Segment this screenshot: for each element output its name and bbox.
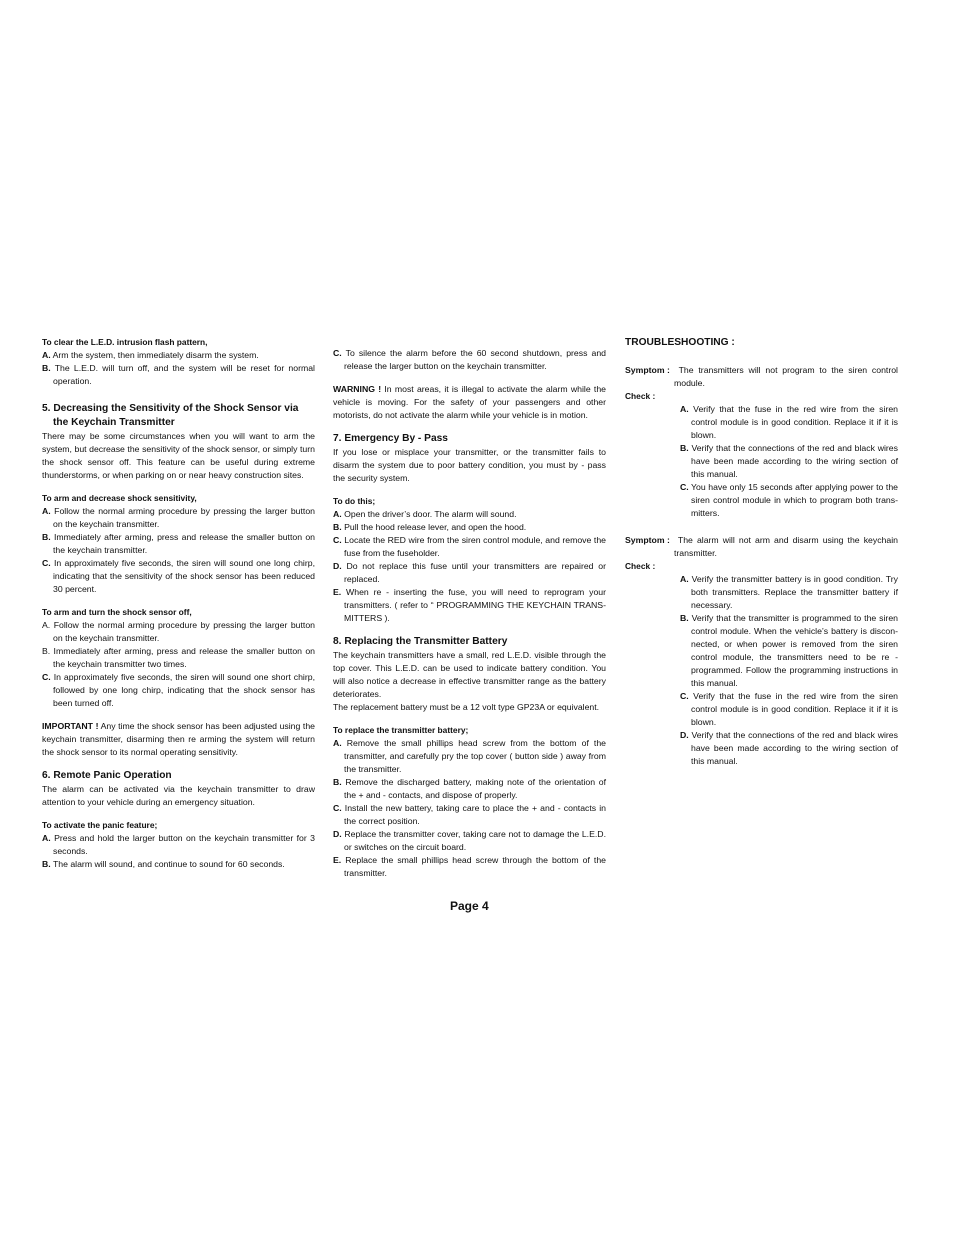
list-item: E. Replace the small phillips head screw through the bottom of the transmitter. <box>333 855 606 878</box>
list-item: D. Do not replace this fuse until your transmitters are repaired or replaced. <box>333 561 606 584</box>
check-item: A. Verify that the fuse in the red wire from the siren control module is in good condition. Replace it if it is blown. <box>680 404 898 440</box>
column-left <box>42 336 315 871</box>
check-item: C. Verify that the fuse in the red wire from the siren control module is in good condition. Replace it if it is blown. <box>680 691 898 727</box>
list-item: D. Replace the transmitter cover, taking care not to damage the L.E.D. or switches on the circuit board. <box>333 829 606 852</box>
check-label: Check : <box>625 561 656 571</box>
section-7-intro: If you lose or misplace your transmitter, or the transmitter fails to disarm the system due to poor battery condition, you must by - pass the security system. <box>333 447 606 483</box>
column-right <box>625 336 898 768</box>
sensor-off-title: To arm and turn the shock sensor off, <box>42 607 192 617</box>
section-6-heading: 6. Remote Panic Operation <box>42 770 172 781</box>
list-item: A. Open the driver’s door. The alarm will sound. <box>333 509 517 519</box>
section-8-intro: The keychain transmitters have a small, red L.E.D. visible through the top cover. This L.E.D. can be used to indicate battery condition. You will also notice a decrease in effective transmitter range as the battery deteriorates. <box>333 650 606 699</box>
section-8-heading: 8. Replacing the Transmitter Battery <box>333 636 508 647</box>
check-item: C. You have only 15 seconds after applying power to the siren control module in which to program both trans-mitters. <box>680 482 898 518</box>
list-item: C. In approximately five seconds, the siren will sound one long chirp, indicating that the sensitivity of the shock sensor has been reduced 30 percent. <box>42 558 315 594</box>
list-item: B. Remove the discharged battery, making note of the orientation of the + and - contacts, and dispose of properly. <box>333 777 606 800</box>
troubleshooting-heading: TROUBLESHOOTING : <box>625 337 735 348</box>
section-5-heading: 5. Decreasing the Sensitivity of the Shock Sensor via the Keychain Transmitter <box>42 403 299 428</box>
list-item: C. Install the new battery, taking care to place the + and - contacts in the correct position. <box>333 803 606 826</box>
list-item: B. Immediately after arming, press and release the smaller button on the keychain transmitter two times. <box>42 646 315 669</box>
page-number: Page 4 <box>450 899 489 913</box>
list-item: A. Arm the system, then immediately disarm the system. <box>42 350 259 360</box>
list-item: A. Press and hold the larger button on the keychain transmitter for 3 seconds. <box>42 833 315 856</box>
clear-led-title: To clear the L.E.D. intrusion flash pattern, <box>42 337 208 347</box>
symptom-1: Symptom : The transmitters will not program to the siren control module. <box>625 365 898 388</box>
check-item: B. Verify that the connections of the red and black wires have been made according to the wiring section of this manual. <box>680 443 898 479</box>
list-item: C. In approximately five seconds, the siren will sound one short chirp, followed by one long chirp, indicating that the shock sensor has been turned off. <box>42 672 315 708</box>
warning-note: WARNING ! In most areas, it is illegal to activate the alarm while the vehicle is moving. For the safety of your passengers and other motorists, do not activate the alarm while your vehicle is in motion. <box>333 384 607 420</box>
section-8-note: The replacement battery must be a 12 volt type GP23A or equivalent. <box>333 702 600 712</box>
list-item: C. Locate the RED wire from the siren control module, and remove the fuse from the fuseholder. <box>333 535 606 558</box>
panic-title: To activate the panic feature; <box>42 820 158 830</box>
list-item: C. To silence the alarm before the 60 second shutdown, press and release the larger button on the keychain transmitter. <box>333 348 606 371</box>
list-item: B. Immediately after arming, press and release the smaller button on the keychain transmitter. <box>42 532 315 555</box>
check-item: D. Verify that the connections of the red and black wires have been made according to the wiring section of this manual. <box>680 730 898 766</box>
symptom-2: Symptom : The alarm will not arm and disarm using the keychain transmitter. <box>625 535 898 558</box>
important-note: IMPORTANT ! Any time the shock sensor has been adjusted using the keychain transmitter, disarming then re arming the system will return the shock sensor to its normal operating sensitivity. <box>42 721 315 757</box>
section-5-intro: There may be some circumstances when you will want to arm the system, but decrease the sensitivity of the shock sensor, or simply turn the shock sensor off. This feature can be useful during extreme thunderstorms, or when parking on or near heavy construction sites. <box>42 431 315 480</box>
section-6-intro: The alarm can be activated via the keychain transmitter to draw attention to your vehicle during an emergency situation. <box>42 784 315 807</box>
list-item: A. Follow the normal arming procedure by pressing the larger button on the keychain transmitter. <box>42 620 315 643</box>
check-label: Check : <box>625 391 656 401</box>
list-item: B. Pull the hood release lever, and open the hood. <box>333 522 527 532</box>
list-item: B. The alarm will sound, and continue to sound for 60 seconds. <box>42 859 285 869</box>
section-7-heading: 7. Emergency By - Pass <box>333 433 448 444</box>
list-item: A. Follow the normal arming procedure by pressing the larger button on the keychain transmitter. <box>42 506 315 529</box>
todo-title: To do this; <box>333 496 376 506</box>
check-item: B. Verify that the transmitter is programmed to the siren control module. When the vehicle’s battery is discon-nected, or when power is removed from the siren control module, the transmitters need to be re - programmed. Follow the programming instructions in this manual. <box>680 613 898 688</box>
list-item: B. The L.E.D. will turn off, and the system will be reset for normal operation. <box>42 363 315 386</box>
replace-battery-title: To replace the transmitter battery; <box>333 725 469 735</box>
column-middle <box>333 347 606 880</box>
list-item: A. Remove the small phillips head screw from the bottom of the transmitter, and carefully pry the top cover ( button side ) away from the transmitter. <box>333 738 606 774</box>
check-item: A. Verify the transmitter battery is in good condition. Try both transmitters. Replace the transmitter battery if necessary. <box>680 574 898 610</box>
decrease-sensitivity-title: To arm and decrease shock sensitivity, <box>42 493 197 503</box>
list-item: E. When re - inserting the fuse, you will need to reprogram your transmitters. ( refer to “ PROGRAMMING THE KEYCHAIN TRANS-MITTERS ). <box>333 587 606 623</box>
